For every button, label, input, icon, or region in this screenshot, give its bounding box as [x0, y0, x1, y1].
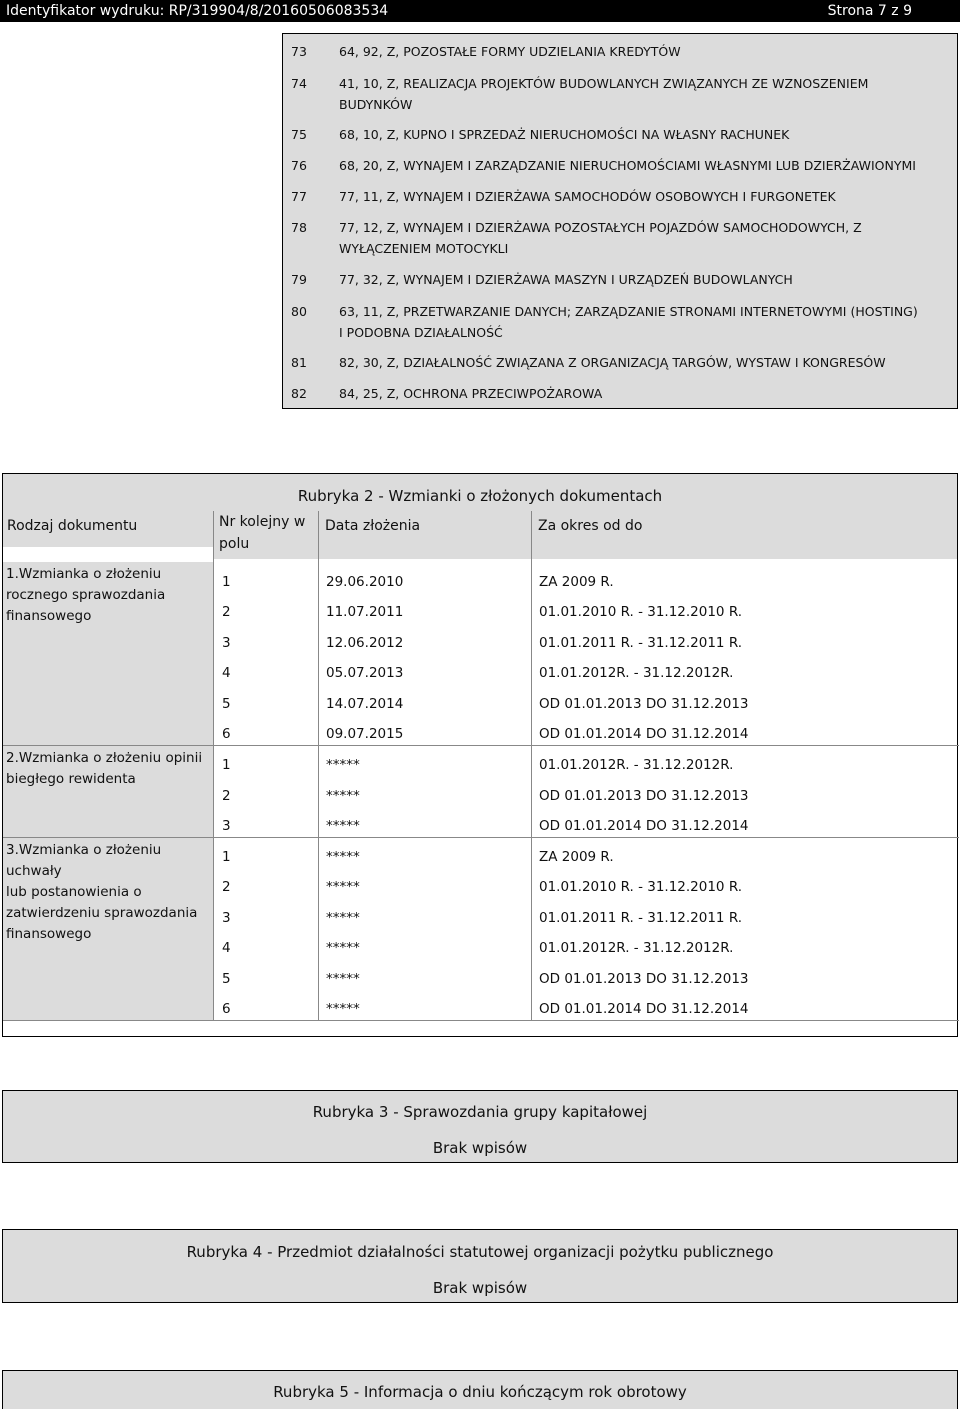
item-text: 77, 32, Z, WYNAJEM I DZIERŻAWA MASZYN I URZĄDZEŃ BUDOWLANYCH	[339, 272, 793, 287]
group-label-line: lub postanowienia o	[6, 884, 142, 900]
item-number: 76	[291, 158, 307, 173]
group-label-line: finansowego	[6, 608, 92, 624]
print-header	[0, 0, 960, 22]
cell-date: 09.07.2015	[326, 726, 404, 742]
item-number: 80	[291, 304, 307, 319]
cell-number: 4	[222, 665, 231, 681]
rubryka-4-section	[2, 1229, 958, 1303]
cell-period: OD 01.01.2014 DO 31.12.2014	[539, 818, 749, 834]
cell-period: ZA 2009 R.	[539, 574, 614, 590]
cell-date: 29.06.2010	[326, 574, 404, 590]
item-text-line2: WYŁĄCZENIEM MOTOCYKLI	[339, 241, 509, 256]
cell-period: 01.01.2012R. - 31.12.2012R.	[539, 665, 734, 681]
cell-period: 01.01.2012R. - 31.12.2012R.	[539, 757, 734, 773]
cell-number: 1	[222, 757, 231, 773]
item-text: 84, 25, Z, OCHRONA PRZECIWPOŻAROWA	[339, 386, 603, 401]
cell-date: *****	[326, 788, 360, 804]
group-label-line: finansowego	[6, 926, 92, 942]
header-number-line1: Nr kolejny w	[219, 514, 306, 530]
pkd-list	[282, 33, 958, 409]
cell-number: 6	[222, 726, 231, 742]
cell-number: 1	[222, 849, 231, 865]
table-row	[3, 746, 957, 776]
cell-period: 01.01.2010 R. - 31.12.2010 R.	[539, 604, 743, 620]
item-number: 73	[291, 44, 307, 59]
header-number-line2: polu	[219, 536, 250, 552]
cell-date: *****	[326, 879, 360, 895]
section-value: Brak wpisów	[432, 1139, 528, 1157]
item-number: 74	[291, 76, 307, 91]
item-number: 78	[291, 220, 307, 235]
cell-number: 3	[222, 635, 231, 651]
cell-date: 11.07.2011	[326, 604, 404, 620]
cell-period: 01.01.2010 R. - 31.12.2010 R.	[539, 879, 743, 895]
item-number: 82	[291, 386, 307, 401]
table-row	[3, 868, 957, 898]
group-label-line: zatwierdzeniu sprawozdania	[6, 905, 198, 921]
cell-period: ZA 2009 R.	[539, 849, 614, 865]
group-label-line: 2.Wzmianka o złożeniu opinii	[6, 750, 203, 766]
rubryka-2-table	[2, 473, 958, 1037]
cell-number: 5	[222, 696, 231, 712]
cell-period: OD 01.01.2013 DO 31.12.2013	[539, 788, 749, 804]
print-identifier: Identyfikator wydruku: RP/319904/8/20160506083534	[6, 3, 389, 19]
cell-date: *****	[326, 849, 360, 865]
cell-date: *****	[326, 1001, 360, 1017]
rubryka-3-section	[2, 1090, 958, 1163]
item-text: 68, 20, Z, WYNAJEM I ZARZĄDZANIE NIERUCHOMOŚCIAMI WŁASNYMI LUB DZIERŻAWIONYMI	[339, 158, 916, 173]
table-row	[3, 624, 957, 654]
rubryka-5-section	[2, 1370, 958, 1409]
table-row	[3, 777, 957, 807]
cell-number: 5	[222, 971, 231, 987]
table-row	[3, 838, 957, 868]
item-number: 81	[291, 355, 307, 370]
item-text: 82, 30, Z, DZIAŁALNOŚĆ ZWIĄZANA Z ORGANIZACJĄ TARGÓW, WYSTAW I KONGRESÓW	[339, 355, 886, 370]
item-text: 68, 10, Z, KUPNO I SPRZEDAŻ NIERUCHOMOŚCI NA WŁASNY RACHUNEK	[339, 127, 790, 142]
cell-number: 3	[222, 818, 231, 834]
table-row	[3, 960, 957, 990]
cell-period: OD 01.01.2014 DO 31.12.2014	[539, 1001, 749, 1017]
cell-number: 4	[222, 940, 231, 956]
cell-period: 01.01.2011 R. - 31.12.2011 R.	[539, 910, 743, 926]
header-date: Data złożenia	[319, 511, 531, 559]
group-label-line: 1.Wzmianka o złożeniu	[6, 566, 162, 582]
cell-number: 2	[222, 604, 231, 620]
cell-date: *****	[326, 818, 360, 834]
group-label-line: rocznego sprawozdania	[6, 587, 166, 603]
cell-date: *****	[326, 757, 360, 773]
item-number: 79	[291, 272, 307, 287]
item-number: 75	[291, 127, 307, 142]
item-text: 77, 11, Z, WYNAJEM I DZIERŻAWA SAMOCHODÓW OSOBOWYCH I FURGONETEK	[339, 189, 836, 204]
header-number	[214, 511, 318, 559]
cell-period: OD 01.01.2013 DO 31.12.2013	[539, 971, 749, 987]
cell-period: OD 01.01.2014 DO 31.12.2014	[539, 726, 749, 742]
group-label-line: biegłego rewidenta	[6, 771, 136, 787]
table-row	[3, 990, 957, 1020]
table-bottom-line	[3, 1020, 959, 1021]
header-document-type: Rodzaj dokumentu	[3, 511, 213, 547]
item-text: 64, 92, Z, POZOSTAŁE FORMY UDZIELANIA KREDYTÓW	[339, 44, 681, 59]
cell-date: 12.06.2012	[326, 635, 404, 651]
cell-number: 2	[222, 879, 231, 895]
table-row	[3, 685, 957, 715]
cell-period: 01.01.2012R. - 31.12.2012R.	[539, 940, 734, 956]
section-title: Rubryka 3 - Sprawozdania grupy kapitałowej	[312, 1103, 648, 1121]
table-row	[3, 929, 957, 959]
cell-number: 6	[222, 1001, 231, 1017]
group-label-line: 3.Wzmianka o złożeniu uchwały	[6, 842, 162, 879]
table-row	[3, 654, 957, 684]
item-text-line2: BUDYNKÓW	[339, 97, 413, 112]
section-title: Rubryka 2 - Wzmianki o złożonych dokumentach	[3, 474, 957, 511]
section-title: Rubryka 5 - Informacja o dniu kończącym rok obrotowy	[273, 1383, 687, 1401]
cell-number: 2	[222, 788, 231, 804]
cell-period: OD 01.01.2013 DO 31.12.2013	[539, 696, 749, 712]
header-period: Za okres od do	[532, 511, 957, 559]
section-value: Brak wpisów	[432, 1279, 528, 1297]
cell-period: 01.01.2011 R. - 31.12.2011 R.	[539, 635, 743, 651]
cell-number: 3	[222, 910, 231, 926]
item-text: 41, 10, Z, REALIZACJA PROJEKTÓW BUDOWLANYCH ZWIĄZANYCH ZE WZNOSZENIEM	[339, 76, 869, 91]
cell-date: 05.07.2013	[326, 665, 404, 681]
table-row	[3, 715, 957, 745]
item-number: 77	[291, 189, 307, 204]
cell-number: 1	[222, 574, 231, 590]
table-row	[3, 593, 957, 623]
cell-date: *****	[326, 940, 360, 956]
page-number: Strona 7 z 9	[827, 3, 912, 19]
cell-date: 14.07.2014	[326, 696, 404, 712]
item-text-line2: I PODOBNA DZIAŁALNOŚĆ	[339, 325, 503, 340]
item-text: 77, 12, Z, WYNAJEM I DZIERŻAWA POZOSTAŁYCH POJAZDÓW SAMOCHODOWYCH, Z	[339, 220, 862, 235]
item-text: 63, 11, Z, PRZETWARZANIE DANYCH; ZARZĄDZANIE STRONAMI INTERNETOWYMI (HOSTING)	[339, 304, 918, 319]
table-row	[3, 563, 957, 593]
section-title: Rubryka 4 - Przedmiot działalności statutowej organizacji pożytku publicznego	[186, 1243, 774, 1261]
table-row	[3, 807, 957, 837]
table-row	[3, 899, 957, 929]
cell-date: *****	[326, 971, 360, 987]
cell-date: *****	[326, 910, 360, 926]
